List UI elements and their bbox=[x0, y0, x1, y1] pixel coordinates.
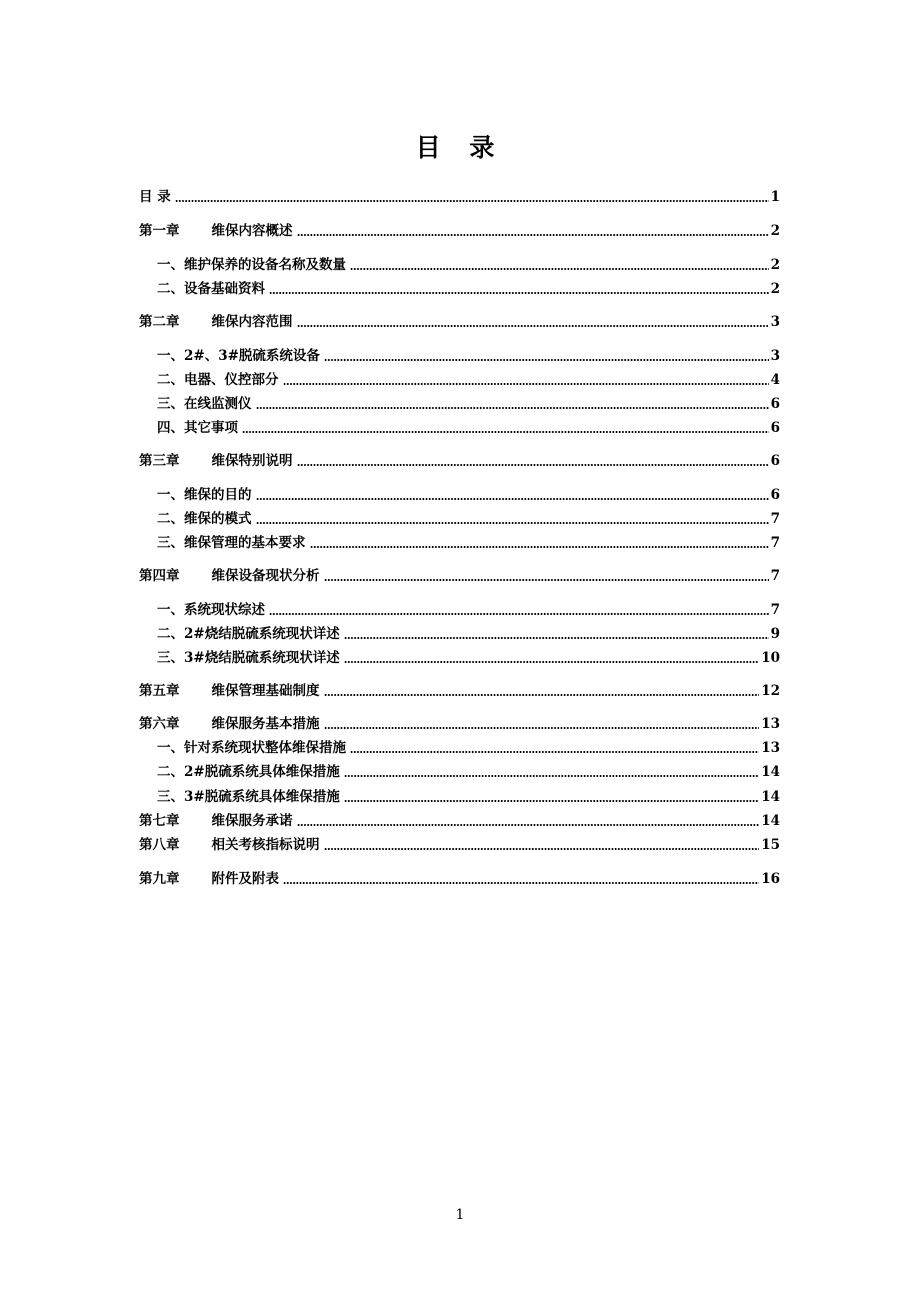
toc-page-number: 2 bbox=[770, 223, 780, 239]
toc-page-number: 7 bbox=[770, 602, 780, 618]
toc-entry[interactable] bbox=[139, 735, 780, 757]
toc-dot-leader bbox=[310, 546, 769, 548]
page-title: 目 录 bbox=[415, 133, 505, 162]
toc-chapter-number: 第九章 bbox=[139, 871, 180, 887]
toc-page-number: 14 bbox=[761, 764, 780, 780]
toc-dot-leader bbox=[297, 234, 769, 236]
toc-dot-leader bbox=[297, 824, 760, 826]
toc-entry[interactable] bbox=[139, 711, 780, 733]
toc-entry[interactable] bbox=[139, 530, 780, 552]
toc-entry-title: 维保内容概述 bbox=[211, 223, 293, 239]
toc-entry[interactable] bbox=[139, 482, 780, 504]
toc-chapter-number: 第五章 bbox=[139, 683, 180, 699]
toc-page-number: 16 bbox=[761, 871, 780, 887]
toc-entry[interactable] bbox=[139, 415, 780, 437]
toc-dot-leader bbox=[324, 848, 760, 850]
toc-chapter-number: 第四章 bbox=[139, 568, 180, 584]
toc-page-number: 2 bbox=[770, 281, 780, 297]
toc-entry-title: 维保管理基础制度 bbox=[211, 683, 320, 699]
toc-page-number: 1 bbox=[770, 189, 780, 205]
toc-entry[interactable] bbox=[139, 808, 780, 830]
toc-dot-leader bbox=[256, 522, 769, 524]
toc-entry[interactable] bbox=[139, 784, 780, 806]
toc-entry-title: 一、维护保养的设备名称及数量 bbox=[157, 257, 346, 273]
toc-entry[interactable] bbox=[139, 621, 780, 643]
toc-entry-title: 三、维保管理的基本要求 bbox=[157, 535, 306, 551]
toc-entry-title: 二、电器、仪控部分 bbox=[157, 372, 279, 388]
toc-entry[interactable] bbox=[139, 759, 780, 781]
toc-dot-leader bbox=[269, 292, 769, 294]
toc-page-number: 13 bbox=[761, 740, 780, 756]
toc-entry[interactable] bbox=[139, 184, 780, 206]
toc-page-number: 7 bbox=[770, 511, 780, 527]
toc-dot-leader bbox=[242, 431, 769, 433]
toc-page-number: 6 bbox=[770, 487, 780, 503]
toc-chapter-number: 第七章 bbox=[139, 813, 180, 829]
toc-dot-leader bbox=[324, 694, 760, 696]
toc-entry-title: 一、2#、3#脱硫系统设备 bbox=[157, 348, 320, 364]
toc-entry[interactable] bbox=[139, 252, 780, 274]
toc-entry[interactable] bbox=[139, 832, 780, 854]
toc-entry[interactable] bbox=[139, 597, 780, 619]
page-number: 1 bbox=[455, 1207, 465, 1223]
toc-page-number: 15 bbox=[761, 837, 780, 853]
toc-entry[interactable] bbox=[139, 563, 780, 585]
toc-dot-leader bbox=[344, 637, 769, 639]
toc-dot-leader bbox=[256, 498, 769, 500]
toc-entry-title: 一、针对系统现状整体维保措施 bbox=[157, 740, 346, 756]
toc-entry-title: 维保特别说明 bbox=[211, 453, 293, 469]
toc-page-number: 6 bbox=[770, 453, 780, 469]
toc-dot-leader bbox=[283, 882, 759, 884]
toc-chapter-number: 第三章 bbox=[139, 453, 180, 469]
toc-dot-leader bbox=[344, 775, 759, 777]
toc-entry-title: 二、2#脱硫系统具体维保措施 bbox=[157, 764, 340, 780]
toc-entry[interactable] bbox=[139, 391, 780, 413]
toc-entry[interactable] bbox=[139, 218, 780, 240]
toc-entry[interactable] bbox=[139, 506, 780, 528]
toc-entry-title: 四、其它事项 bbox=[157, 420, 238, 436]
toc-dot-leader bbox=[344, 800, 759, 802]
toc-chapter-number: 第二章 bbox=[139, 314, 180, 330]
toc-entry-title: 一、系统现状综述 bbox=[157, 602, 265, 618]
toc-entry-title: 二、设备基础资料 bbox=[157, 281, 265, 297]
toc-page-number: 10 bbox=[761, 650, 780, 666]
toc-entry[interactable] bbox=[139, 645, 780, 667]
toc-page-number: 2 bbox=[770, 257, 780, 273]
toc-dot-leader bbox=[350, 751, 759, 753]
toc-dot-leader bbox=[324, 359, 769, 361]
toc-page-number: 12 bbox=[761, 683, 780, 699]
toc-entry-title: 维保设备现状分析 bbox=[211, 568, 320, 584]
toc-dot-leader bbox=[269, 613, 769, 615]
toc-dot-leader bbox=[283, 383, 769, 385]
toc-entry[interactable] bbox=[139, 276, 780, 298]
toc-chapter-number: 第八章 bbox=[139, 837, 180, 853]
toc-dot-leader bbox=[297, 325, 769, 327]
toc-dot-leader bbox=[297, 464, 769, 466]
toc-chapter-number: 第六章 bbox=[139, 716, 180, 732]
toc-chapter-number: 第一章 bbox=[139, 223, 180, 239]
toc-entry-title: 三、3#脱硫系统具体维保措施 bbox=[157, 789, 340, 805]
toc-entry[interactable] bbox=[139, 678, 780, 700]
toc-dot-leader bbox=[344, 661, 759, 663]
toc-entry-title: 维保内容范围 bbox=[211, 314, 293, 330]
toc-entry-title: 相关考核指标说明 bbox=[211, 837, 320, 853]
toc-page-number: 14 bbox=[761, 813, 780, 829]
toc-entry-title: 二、维保的模式 bbox=[157, 511, 252, 527]
toc-page-number: 7 bbox=[770, 568, 780, 584]
toc-entry-title: 维保服务基本措施 bbox=[211, 716, 320, 732]
toc-dot-leader bbox=[350, 268, 769, 270]
toc-dot-leader bbox=[256, 407, 769, 409]
toc-page-number: 4 bbox=[770, 372, 780, 388]
toc-entry-title: 二、2#烧结脱硫系统现状详述 bbox=[157, 626, 340, 642]
toc-dot-leader bbox=[324, 579, 769, 581]
toc-page-number: 13 bbox=[761, 716, 780, 732]
toc-entry-title: 一、维保的目的 bbox=[157, 487, 252, 503]
toc-entry-title: 附件及附表 bbox=[211, 871, 279, 887]
toc-entry[interactable] bbox=[139, 367, 780, 389]
toc-chapter-number: 目 录 bbox=[139, 189, 171, 205]
toc-page-number: 14 bbox=[761, 789, 780, 805]
toc-entry-title: 三、在线监测仪 bbox=[157, 396, 252, 412]
toc-entry-title: 维保服务承诺 bbox=[211, 813, 293, 829]
toc-entry-title: 三、3#烧结脱硫系统现状详述 bbox=[157, 650, 340, 666]
toc-entry[interactable] bbox=[139, 866, 780, 888]
toc-page-number: 6 bbox=[770, 420, 780, 436]
toc-entry[interactable] bbox=[139, 343, 780, 365]
toc-page-number: 9 bbox=[770, 626, 780, 642]
toc-page-number: 3 bbox=[770, 314, 780, 330]
toc-dot-leader bbox=[324, 727, 760, 729]
toc-page-number: 7 bbox=[770, 535, 780, 551]
toc-entry[interactable] bbox=[139, 448, 780, 470]
toc-dot-leader bbox=[175, 200, 769, 202]
toc-entry[interactable] bbox=[139, 309, 780, 331]
toc-page-number: 3 bbox=[770, 348, 780, 364]
toc-page-number: 6 bbox=[770, 396, 780, 412]
